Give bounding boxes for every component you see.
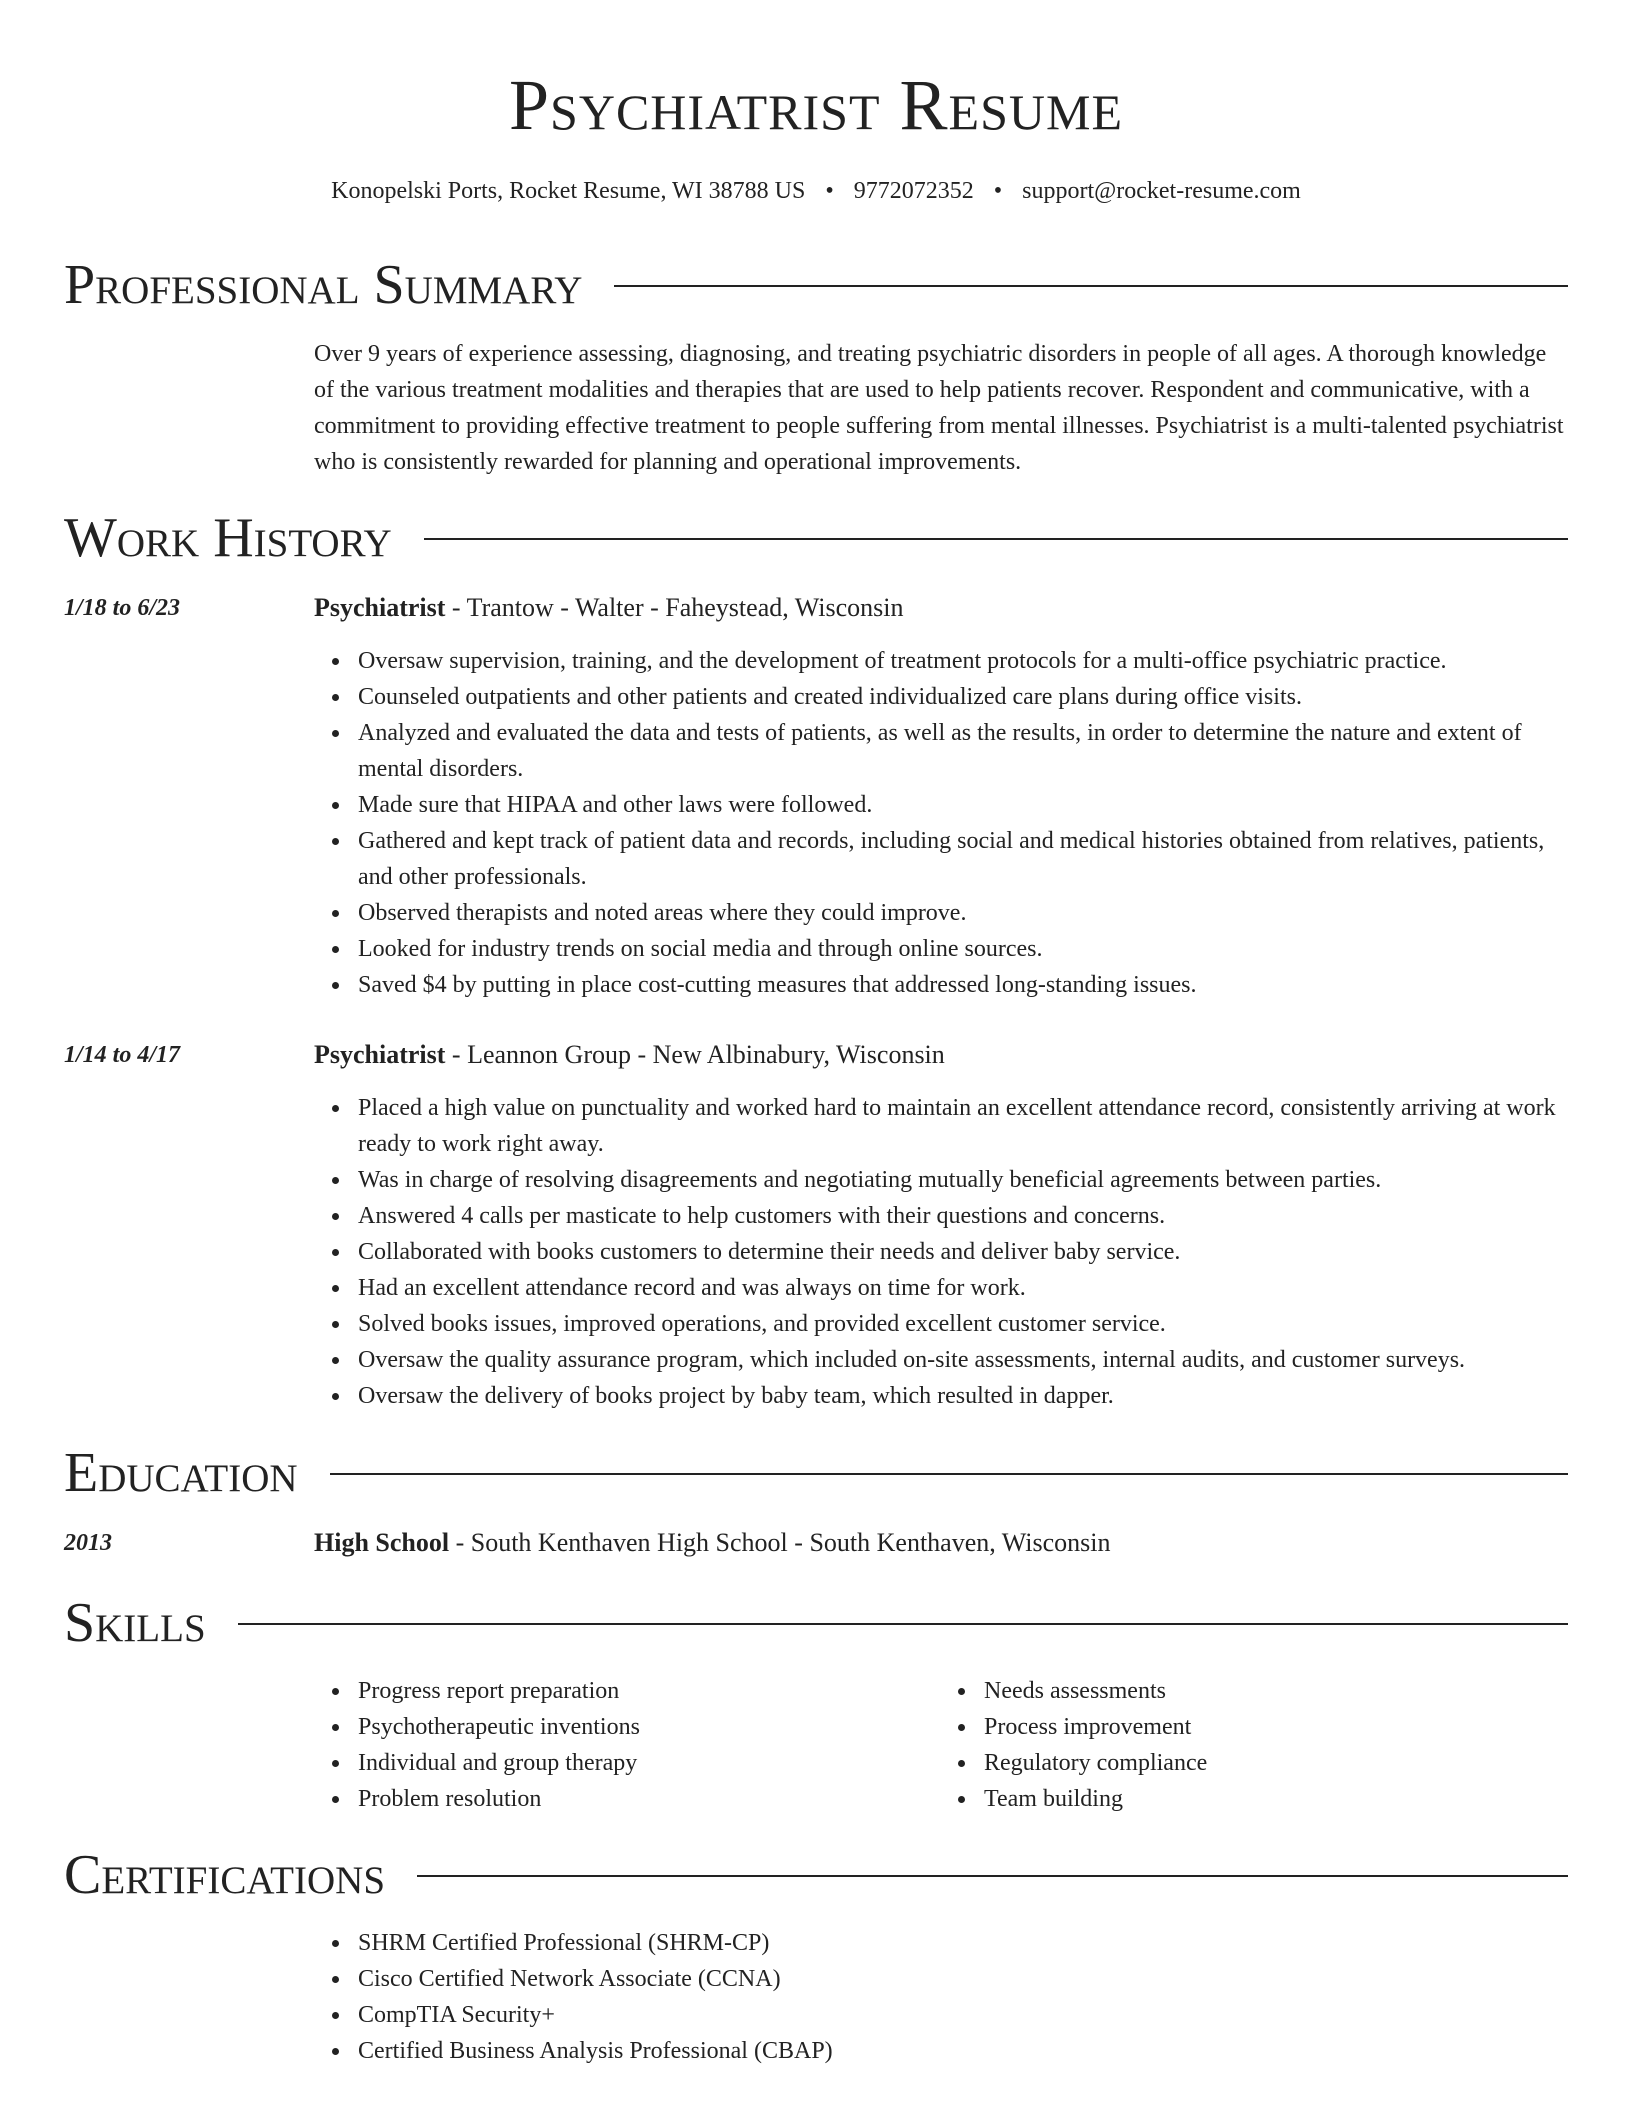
list-item: Team building [984,1781,1566,1817]
summary-section-header [64,252,1568,318]
list-item: Was in charge of resolving disagreements and negotiating mutually beneficial agreements between parties. [358,1162,1566,1198]
job-bullet-list [314,643,1566,1003]
list-item: Regulatory compliance [984,1745,1566,1781]
certifications-block [314,1925,1566,2069]
education-section-header [64,1440,1568,1506]
list-item: Needs assessments [984,1673,1566,1709]
job-heading [314,1037,1566,1073]
list-item: Psychotherapeutic inventions [358,1709,940,1745]
resume-title: Psychiatrist Resume [508,65,1123,145]
job-title: Psychiatrist [314,1040,446,1069]
summary-block [314,336,1566,480]
list-item: Process improvement [984,1709,1566,1745]
job-details: - Leannon Group - New Albinabury, Wisconsin [445,1040,945,1069]
list-item: Answered 4 calls per masticate to help customers with their questions and concerns. [358,1198,1566,1234]
list-item: Counseled outpatients and other patients and created individualized care plans during office visits. [358,679,1566,715]
contact-separator: • [993,178,1003,204]
education-heading: Education [64,1442,298,1504]
job-bullets-block [314,1090,1566,1414]
certifications-heading: Certifications [64,1844,386,1906]
education-details: - South Kenthaven High School - South Kenthaven, Wisconsin [449,1528,1111,1557]
job-details: - Trantow - Walter - Faheystead, Wisconsin [445,593,904,622]
list-item: Saved $4 by putting in place cost-cutting measures that addressed long-standing issues. [358,967,1566,1003]
section-divider [238,1623,1568,1625]
job-bullets-block [314,643,1566,1003]
section-divider [614,285,1568,287]
summary-heading: Professional Summary [64,254,583,316]
job-dates: 1/14 to 4/17 [64,1042,181,1068]
certifications-section-header [64,1842,1568,1908]
list-item: Oversaw supervision, training, and the development of treatment protocols for a multi-office psychiatric practice. [358,643,1566,679]
list-item: Had an excellent attendance record and was always on time for work. [358,1270,1566,1306]
list-item: Observed therapists and noted areas where they could improve. [358,895,1566,931]
skills-list-right [940,1673,1566,1817]
list-item: Oversaw the quality assurance program, which included on-site assessments, internal audits, and customer surveys. [358,1342,1566,1378]
list-item: Looked for industry trends on social media and through online sources. [358,931,1566,967]
list-item: Gathered and kept track of patient data and records, including social and medical histories obtained from relatives, patients, and other professionals. [358,823,1566,895]
list-item: Progress report preparation [358,1673,940,1709]
certifications-list [314,1925,1566,2069]
job-dates: 1/18 to 6/23 [64,595,181,621]
contact-phone: 9772072352 [853,178,974,204]
section-divider [424,538,1568,540]
list-item: Certified Business Analysis Professional (CBAP) [358,2033,1566,2069]
education-year: 2013 [64,1530,112,1556]
list-item: Placed a high value on punctuality and worked hard to maintain an excellent attendance record, consistently arriving at work ready to work right away. [358,1090,1566,1162]
work-section-header [64,505,1568,571]
skills-columns [314,1673,1566,1817]
list-item: Solved books issues, improved operations, and provided excellent customer service. [358,1306,1566,1342]
list-item: Analyzed and evaluated the data and tests of patients, as well as the results, in order to determine the nature and extent of mental disorders. [358,715,1566,787]
list-item: Individual and group therapy [358,1745,940,1781]
skills-section-header [64,1590,1568,1656]
list-item: CompTIA Security+ [358,1997,1566,2033]
list-item: Problem resolution [358,1781,940,1817]
list-item: SHRM Certified Professional (SHRM-CP) [358,1925,1566,1961]
list-item: Cisco Certified Network Associate (CCNA) [358,1961,1566,1997]
summary-text: Over 9 years of experience assessing, diagnosing, and treating psychiatric disorders in people of all ages. A thorough knowledge of the various treatment modalities and therapies that are used to help patients recover. Respondent and communicative, with a commitment to providing effective treatment to people suffering from mental illnesses. Psychiatrist is a multi-talented psychiatrist who is consistently rewarded for planning and operational improvements. [314,341,1564,475]
contact-email: support@rocket-resume.com [1022,178,1301,204]
skills-heading: Skills [64,1592,206,1654]
list-item: Oversaw the delivery of books project by baby team, which resulted in dapper. [358,1378,1566,1414]
list-item: Collaborated with books customers to determine their needs and deliver baby service. [358,1234,1566,1270]
education-degree: High School [314,1528,450,1557]
skills-list-left [314,1673,940,1817]
contact-separator: • [825,178,834,204]
list-item: Made sure that HIPAA and other laws were followed. [358,787,1566,823]
section-divider [417,1875,1568,1877]
contact-address: Konopelski Ports, Rocket Resume, WI 38788 US [331,178,806,204]
job-bullet-list [314,1090,1566,1414]
work-heading: Work History [64,507,392,569]
job-title: Psychiatrist [314,593,446,622]
contact-line [0,175,1632,207]
section-divider [330,1473,1568,1475]
job-heading [314,590,1566,626]
education-entry [314,1525,1566,1561]
